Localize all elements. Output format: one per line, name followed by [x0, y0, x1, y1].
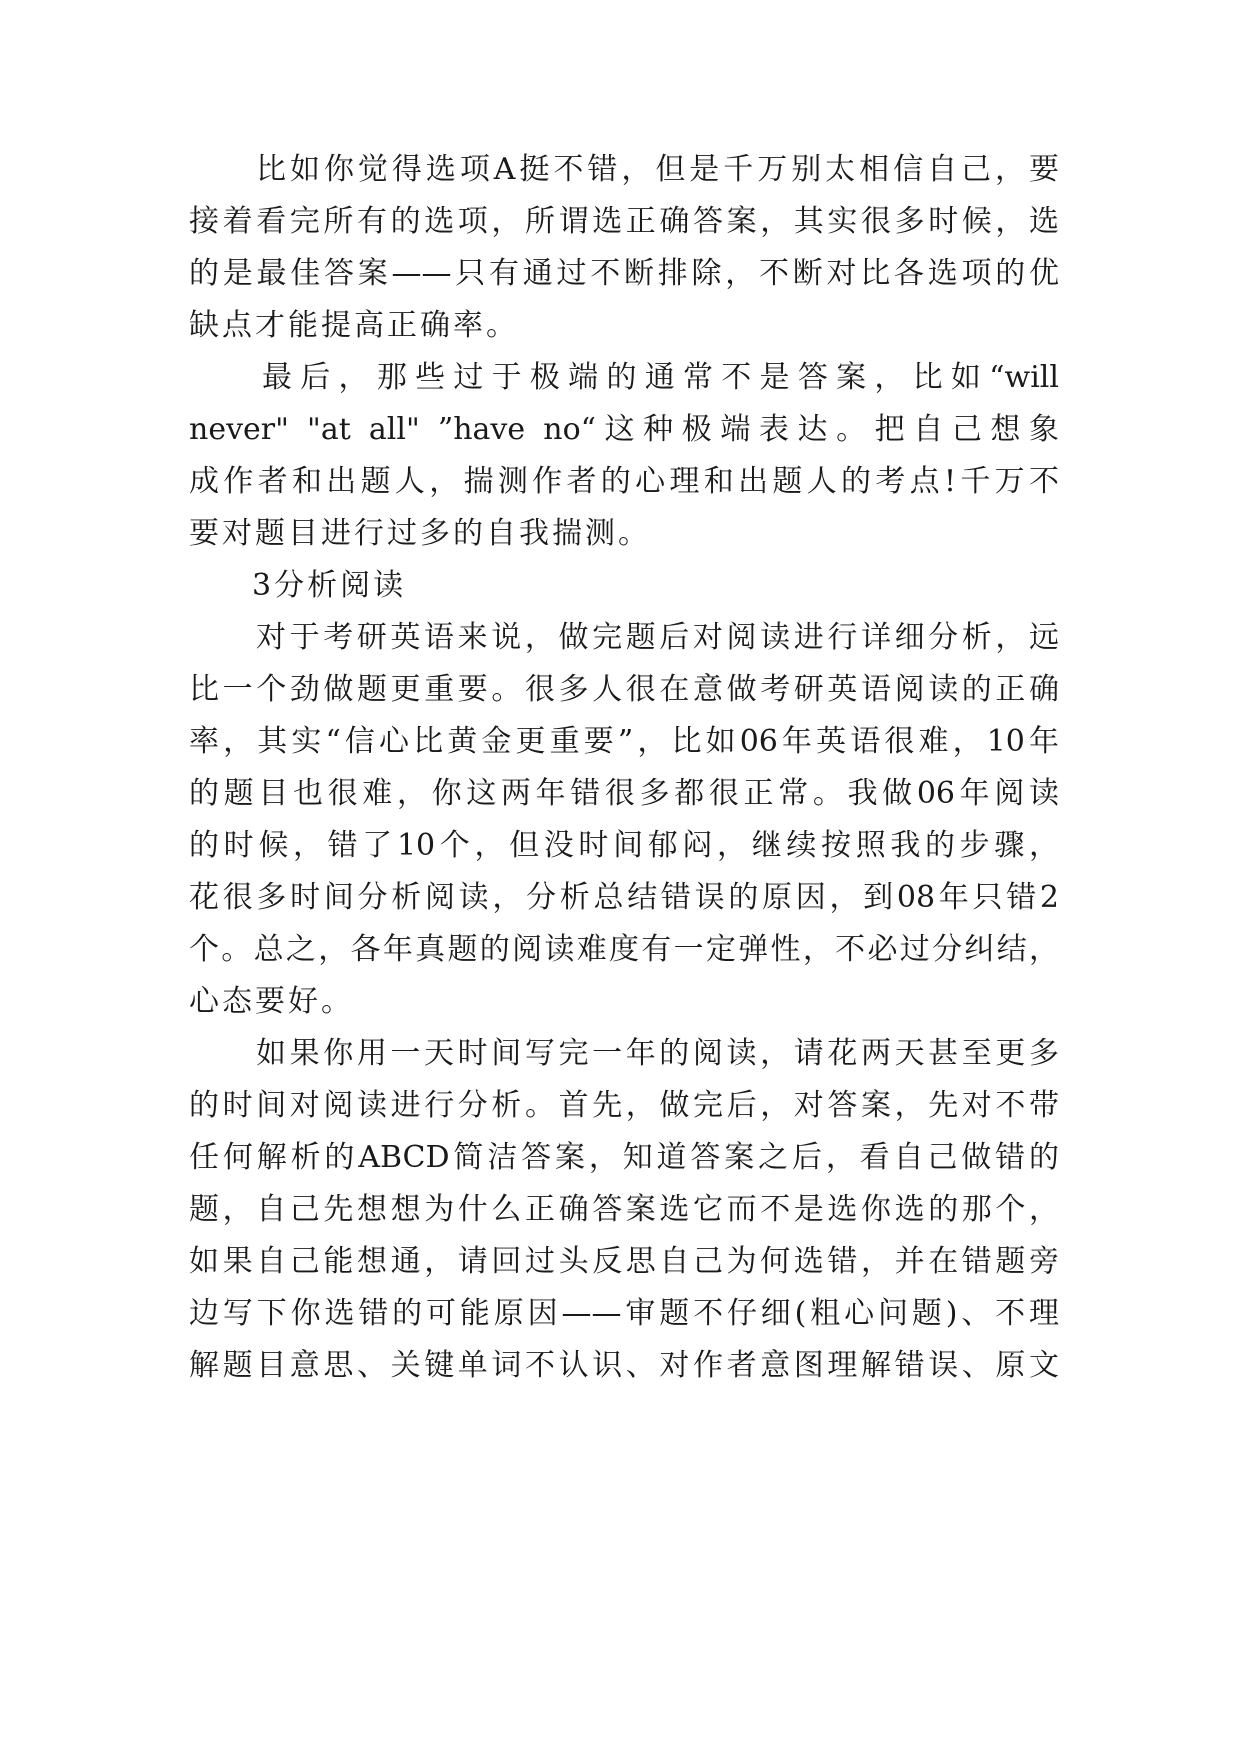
paragraph-4-line-2: 的时间对阅读进行分析。首先，做完后，对答案，先对不带 — [189, 1088, 1059, 1123]
paragraph-3-line-4: 的题目也很难，你这两年错很多都很正常。我做06年阅读 — [189, 776, 1059, 811]
paragraph-2-line-1: 最后，那些过于极端的通常不是答案，比如“will — [262, 360, 1059, 395]
paragraph-3-line-6: 花很多时间分析阅读，分析总结错误的原因，到08年只错2 — [189, 880, 1059, 915]
paragraph-3-line-8: 心态要好。 — [189, 984, 354, 1019]
paragraph-3-line-7: 个。总之，各年真题的阅读难度有一定弹性，不必过分纠结， — [189, 932, 1059, 967]
paragraph-3-line-1: 对于考研英语来说，做完题后对阅读进行详细分析，远 — [256, 620, 1059, 655]
paragraph-3-line-3: 率，其实“信心比黄金更重要”，比如06年英语很难，10年 — [189, 724, 1059, 759]
paragraph-3-line-2: 比一个劲做题更重要。很多人很在意做考研英语阅读的正确 — [189, 672, 1059, 707]
paragraph-2-line-2: never" "at all" ”have no“这种极端表达。把自己想象 — [189, 412, 1059, 447]
paragraph-4-line-3: 任何解析的ABCD简洁答案，知道答案之后，看自己做错的 — [189, 1140, 1059, 1175]
paragraph-4-line-7: 解题目意思、关键单词不认识、对作者意图理解错误、原文 — [189, 1348, 1059, 1383]
paragraph-1-line-1: 比如你觉得选项A挺不错，但是千万别太相信自己，要 — [256, 152, 1059, 187]
paragraph-1-line-2: 接着看完所有的选项，所谓选正确答案，其实很多时候，选 — [189, 204, 1059, 239]
paragraph-2-line-4: 要对题目进行过多的自我揣测。 — [189, 516, 651, 551]
paragraph-4-line-6: 边写下你选错的可能原因——审题不仔细(粗心问题)、不理 — [189, 1296, 1059, 1331]
section-heading: 3分析阅读 — [252, 568, 407, 603]
paragraph-3-line-5: 的时候，错了10个，但没时间郁闷，继续按照我的步骤， — [189, 828, 1059, 863]
paragraph-1-line-3: 的是最佳答案——只有通过不断排除，不断对比各选项的优 — [189, 256, 1059, 291]
paragraph-4-line-1: 如果你用一天时间写完一年的阅读，请花两天甚至更多 — [256, 1036, 1059, 1071]
paragraph-4-line-5: 如果自己能想通，请回过头反思自己为何选错，并在错题旁 — [189, 1244, 1059, 1279]
paragraph-2-line-3: 成作者和出题人，揣测作者的心理和出题人的考点!千万不 — [189, 464, 1059, 499]
paragraph-4-line-4: 题，自己先想想为什么正确答案选它而不是选你选的那个， — [189, 1192, 1059, 1227]
paragraph-1-line-4: 缺点才能提高正确率。 — [189, 308, 519, 343]
